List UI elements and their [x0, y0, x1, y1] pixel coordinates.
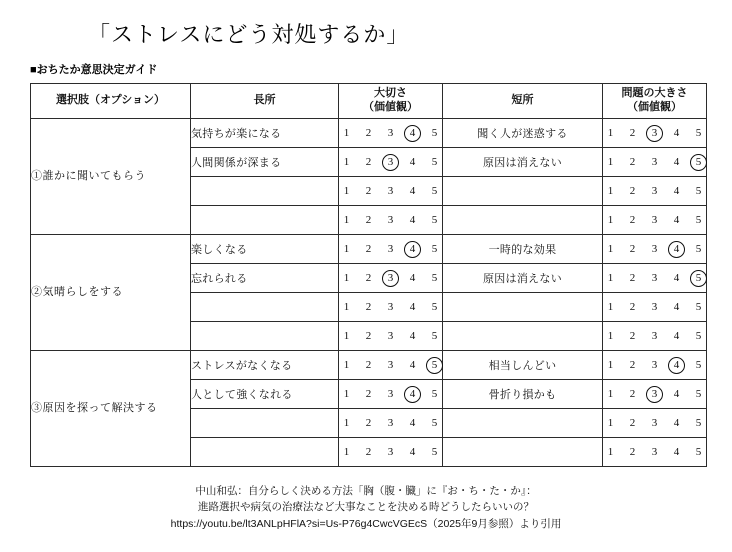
- scale-option-3[interactable]: 3: [651, 417, 658, 429]
- scale-option-4[interactable]: 4: [673, 185, 680, 197]
- scale-option-4[interactable]: 4: [673, 301, 680, 313]
- demerit-cell[interactable]: [443, 177, 603, 206]
- scale-option-3[interactable]: 3: [651, 301, 658, 313]
- demerit-value-scale[interactable]: [603, 409, 707, 438]
- scale-group: [339, 177, 442, 205]
- table-row: [31, 351, 707, 380]
- scale-option-3[interactable]: 3: [651, 214, 658, 226]
- merit-value-scale[interactable]: [339, 322, 443, 351]
- scale-option-1[interactable]: 1: [607, 330, 614, 342]
- header-merit: 長所: [191, 84, 339, 119]
- demerit-cell[interactable]: [443, 409, 603, 438]
- scale-option-4[interactable]: 4: [409, 417, 416, 429]
- demerit-value-scale[interactable]: [603, 148, 707, 177]
- scale-group: [339, 293, 442, 321]
- scale-option-4[interactable]: 4: [673, 417, 680, 429]
- scale-option-1[interactable]: 1: [343, 127, 350, 139]
- scale-option-5[interactable]: 5: [695, 185, 702, 197]
- scale-option-5[interactable]: 5: [431, 127, 438, 139]
- merit-cell[interactable]: [191, 322, 339, 351]
- table-header-row: [31, 84, 707, 119]
- merit-cell[interactable]: ストレスがなくなる: [191, 351, 339, 380]
- scale-option-3[interactable]: 3: [387, 185, 394, 197]
- scale-option-3[interactable]: 3: [387, 214, 394, 226]
- scale-group: [603, 177, 706, 205]
- merit-value-scale[interactable]: [339, 206, 443, 235]
- scale-option-2[interactable]: 2: [365, 446, 372, 458]
- scale-option-3[interactable]: 3: [387, 243, 394, 255]
- scale-option-2[interactable]: 2: [365, 272, 372, 284]
- scale-group: [603, 235, 706, 263]
- scale-option-3[interactable]: 3: [384, 153, 397, 171]
- scale-option-5[interactable]: 5: [695, 359, 702, 371]
- scale-option-1[interactable]: 1: [343, 214, 350, 226]
- scale-option-1[interactable]: 1: [607, 359, 614, 371]
- demerit-value-scale[interactable]: [603, 322, 707, 351]
- scale-option-5[interactable]: 5: [692, 153, 705, 171]
- scale-group: [603, 322, 706, 350]
- scale-option-4[interactable]: 4: [409, 185, 416, 197]
- scale-option-2[interactable]: 2: [629, 185, 636, 197]
- merit-value-scale[interactable]: [339, 380, 443, 409]
- demerit-cell[interactable]: 骨折り損かも: [443, 380, 603, 409]
- decision-guide-table: [30, 83, 707, 467]
- scale-group: [339, 351, 442, 379]
- scale-option-4[interactable]: 4: [673, 330, 680, 342]
- scale-option-1[interactable]: 1: [607, 156, 614, 168]
- merit-value-scale[interactable]: [339, 351, 443, 380]
- demerit-value-scale[interactable]: [603, 380, 707, 409]
- scale-option-3[interactable]: 3: [387, 417, 394, 429]
- scale-option-5[interactable]: 5: [431, 243, 438, 255]
- merit-cell[interactable]: 忘れられる: [191, 264, 339, 293]
- scale-group: [339, 119, 442, 147]
- scale-option-4[interactable]: 4: [406, 385, 419, 403]
- scale-option-4[interactable]: 4: [409, 359, 416, 371]
- scale-group: [339, 235, 442, 263]
- scale-group: [603, 351, 706, 379]
- scale-option-1[interactable]: 1: [607, 301, 614, 313]
- scale-option-1[interactable]: 1: [343, 272, 350, 284]
- scale-option-1[interactable]: 1: [343, 359, 350, 371]
- demerit-cell[interactable]: 原因は消えない: [443, 148, 603, 177]
- option-cell-1: ①誰かに聞いてもらう: [31, 119, 191, 235]
- demerit-cell[interactable]: [443, 293, 603, 322]
- header-demerit-value-line2: （価値観）: [627, 101, 682, 113]
- scale-option-1[interactable]: 1: [607, 446, 614, 458]
- footer-line-3: https://youtu.be/lt3ANLpHFlA?si=Us-P76g4CwcVGEcS（2025年9月参照）より引用: [170, 517, 562, 530]
- table-header: [31, 84, 707, 119]
- merit-cell[interactable]: 気持ちが楽になる: [191, 119, 339, 148]
- scale-option-3[interactable]: 3: [651, 446, 658, 458]
- header-demerit-value-line1: 問題の大きさ: [621, 87, 688, 100]
- scale-option-3[interactable]: 3: [387, 330, 394, 342]
- header-demerit: 短所: [443, 84, 603, 119]
- scale-option-3[interactable]: 3: [648, 385, 661, 403]
- demerit-cell[interactable]: [443, 438, 603, 467]
- scale-option-5[interactable]: 5: [431, 301, 438, 313]
- merit-cell[interactable]: 人として強くなれる: [191, 380, 339, 409]
- footer-line-1: 中山和弘：自分らしく決める方法「胸（腹・臓」に『お・ち・た・か』：: [195, 485, 537, 497]
- scale-option-3[interactable]: 3: [648, 124, 661, 142]
- header-option: 選択肢（オプション）: [31, 84, 191, 119]
- scale-option-2[interactable]: 2: [629, 446, 636, 458]
- scale-option-4[interactable]: 4: [409, 272, 416, 284]
- scale-option-3[interactable]: 3: [387, 301, 394, 313]
- scale-option-4[interactable]: 4: [409, 214, 416, 226]
- scale-option-5[interactable]: 5: [428, 356, 441, 374]
- scale-group: [339, 438, 442, 466]
- scale-option-2[interactable]: 2: [629, 243, 636, 255]
- merit-value-scale[interactable]: [339, 293, 443, 322]
- scale-option-5[interactable]: 5: [431, 417, 438, 429]
- scale-option-5[interactable]: 5: [431, 185, 438, 197]
- demerit-cell[interactable]: [443, 322, 603, 351]
- scale-option-4[interactable]: 4: [409, 156, 416, 168]
- demerit-value-scale[interactable]: [603, 293, 707, 322]
- demerit-value-scale[interactable]: [603, 206, 707, 235]
- scale-group: [603, 409, 706, 437]
- table-row: [31, 235, 707, 264]
- option-cell-3: ③原因を探って解決する: [31, 351, 191, 467]
- scale-option-4[interactable]: 4: [406, 124, 419, 142]
- merit-value-scale[interactable]: [339, 148, 443, 177]
- merit-cell[interactable]: [191, 177, 339, 206]
- scale-option-2[interactable]: 2: [629, 127, 636, 139]
- scale-group: [603, 293, 706, 321]
- scale-option-1[interactable]: 1: [607, 417, 614, 429]
- scale-option-4[interactable]: 4: [673, 272, 680, 284]
- scale-option-2[interactable]: 2: [365, 417, 372, 429]
- demerit-value-scale[interactable]: [603, 119, 707, 148]
- scale-option-2[interactable]: 2: [365, 127, 372, 139]
- demerit-value-scale[interactable]: [603, 351, 707, 380]
- scale-option-5[interactable]: 5: [431, 446, 438, 458]
- merit-cell[interactable]: [191, 409, 339, 438]
- scale-option-2[interactable]: 2: [629, 417, 636, 429]
- footer-citation: [0, 483, 732, 532]
- merit-value-scale[interactable]: [339, 177, 443, 206]
- scale-option-5[interactable]: 5: [695, 388, 702, 400]
- scale-group: [603, 148, 706, 176]
- scale-option-3[interactable]: 3: [387, 388, 394, 400]
- scale-option-3[interactable]: 3: [387, 127, 394, 139]
- scale-option-1[interactable]: 1: [607, 185, 614, 197]
- scale-option-3[interactable]: 3: [651, 185, 658, 197]
- scale-option-4[interactable]: 4: [673, 388, 680, 400]
- scale-option-2[interactable]: 2: [629, 214, 636, 226]
- scale-group: [339, 206, 442, 234]
- demerit-value-scale[interactable]: [603, 438, 707, 467]
- scale-option-1[interactable]: 1: [343, 156, 350, 168]
- scale-option-4[interactable]: 4: [406, 240, 419, 258]
- scale-option-2[interactable]: 2: [365, 388, 372, 400]
- scale-option-1[interactable]: 1: [343, 185, 350, 197]
- demerit-value-scale[interactable]: [603, 235, 707, 264]
- scale-option-2[interactable]: 2: [365, 214, 372, 226]
- demerit-value-scale[interactable]: [603, 264, 707, 293]
- scale-option-3[interactable]: 3: [387, 446, 394, 458]
- scale-option-3[interactable]: 3: [651, 330, 658, 342]
- scale-option-2[interactable]: 2: [629, 359, 636, 371]
- header-merit-value-line1: 大切さ: [374, 87, 407, 100]
- scale-option-5[interactable]: 5: [695, 330, 702, 342]
- scale-group: [603, 206, 706, 234]
- scale-option-5[interactable]: 5: [431, 388, 438, 400]
- scale-option-5[interactable]: 5: [692, 269, 705, 287]
- scale-option-1[interactable]: 1: [607, 214, 614, 226]
- scale-option-1[interactable]: 1: [607, 243, 614, 255]
- scale-option-5[interactable]: 5: [695, 214, 702, 226]
- scale-option-4[interactable]: 4: [670, 356, 683, 374]
- demerit-cell[interactable]: 原因は消えない: [443, 264, 603, 293]
- scale-option-5[interactable]: 5: [431, 156, 438, 168]
- scale-option-2[interactable]: 2: [365, 359, 372, 371]
- scale-group: [339, 148, 442, 176]
- merit-cell[interactable]: 楽しくなる: [191, 235, 339, 264]
- header-merit-value: [339, 84, 443, 119]
- table-body: [31, 119, 707, 467]
- merit-value-scale[interactable]: [339, 119, 443, 148]
- scale-option-2[interactable]: 2: [365, 185, 372, 197]
- scale-option-5[interactable]: 5: [695, 301, 702, 313]
- scale-option-4[interactable]: 4: [673, 127, 680, 139]
- scale-option-2[interactable]: 2: [629, 272, 636, 284]
- demerit-cell[interactable]: 一時的な効果: [443, 235, 603, 264]
- table-row: [31, 119, 707, 148]
- scale-group: [603, 380, 706, 408]
- scale-group: [339, 409, 442, 437]
- scale-option-3[interactable]: 3: [651, 156, 658, 168]
- merit-value-scale[interactable]: [339, 235, 443, 264]
- scale-option-1[interactable]: 1: [607, 127, 614, 139]
- scale-option-4[interactable]: 4: [673, 214, 680, 226]
- scale-option-5[interactable]: 5: [695, 446, 702, 458]
- scale-option-1[interactable]: 1: [607, 272, 614, 284]
- section-subtitle: ■おちたか意思決定ガイド: [30, 64, 158, 76]
- scale-option-2[interactable]: 2: [629, 388, 636, 400]
- scale-option-2[interactable]: 2: [629, 301, 636, 313]
- scale-option-3[interactable]: 3: [384, 269, 397, 287]
- scale-option-4[interactable]: 4: [670, 240, 683, 258]
- demerit-cell[interactable]: 相当しんどい: [443, 351, 603, 380]
- demerit-cell[interactable]: 聞く人が迷惑する: [443, 119, 603, 148]
- scale-group: [339, 322, 442, 350]
- scale-option-2[interactable]: 2: [365, 243, 372, 255]
- scale-group: [339, 264, 442, 292]
- demerit-value-scale[interactable]: [603, 177, 707, 206]
- option-cell-2: ②気晴らしをする: [31, 235, 191, 351]
- merit-value-scale[interactable]: [339, 409, 443, 438]
- merit-cell[interactable]: 人間関係が深まる: [191, 148, 339, 177]
- scale-group: [603, 438, 706, 466]
- scale-group: [339, 380, 442, 408]
- scale-option-3[interactable]: 3: [651, 359, 658, 371]
- footer-line-2: 進路選択や病気の治療法など大事なことを決める時どうしたらいいの？: [198, 501, 534, 514]
- demerit-cell[interactable]: [443, 206, 603, 235]
- header-demerit-value: [603, 84, 707, 119]
- scale-option-5[interactable]: 5: [431, 272, 438, 284]
- merit-value-scale[interactable]: [339, 264, 443, 293]
- decision-guide-table-wrap: [30, 83, 706, 467]
- scale-option-4[interactable]: 4: [409, 301, 416, 313]
- merit-value-scale[interactable]: [339, 438, 443, 467]
- scale-option-4[interactable]: 4: [673, 156, 680, 168]
- scale-group: [603, 119, 706, 147]
- scale-option-3[interactable]: 3: [651, 272, 658, 284]
- scale-option-1[interactable]: 1: [343, 301, 350, 313]
- merit-cell[interactable]: [191, 438, 339, 467]
- scale-option-3[interactable]: 3: [651, 243, 658, 255]
- scale-option-2[interactable]: 2: [629, 330, 636, 342]
- scale-option-1[interactable]: 1: [343, 330, 350, 342]
- scale-option-4[interactable]: 4: [673, 446, 680, 458]
- page-title: 「ストレスにどう対処するか」: [88, 22, 410, 47]
- scale-group: [603, 264, 706, 292]
- merit-cell[interactable]: [191, 206, 339, 235]
- scale-option-1[interactable]: 1: [343, 388, 350, 400]
- scale-option-1[interactable]: 1: [343, 417, 350, 429]
- scale-option-1[interactable]: 1: [343, 446, 350, 458]
- scale-option-4[interactable]: 4: [409, 446, 416, 458]
- header-merit-value-line2: （価値観）: [363, 101, 418, 113]
- scale-option-5[interactable]: 5: [695, 417, 702, 429]
- scale-option-1[interactable]: 1: [607, 388, 614, 400]
- scale-option-3[interactable]: 3: [387, 359, 394, 371]
- scale-option-5[interactable]: 5: [431, 330, 438, 342]
- scale-option-2[interactable]: 2: [365, 301, 372, 313]
- scale-option-1[interactable]: 1: [343, 243, 350, 255]
- scale-option-2[interactable]: 2: [365, 156, 372, 168]
- scale-option-2[interactable]: 2: [629, 156, 636, 168]
- scale-option-5[interactable]: 5: [431, 214, 438, 226]
- scale-option-5[interactable]: 5: [695, 127, 702, 139]
- merit-cell[interactable]: [191, 293, 339, 322]
- scale-option-4[interactable]: 4: [409, 330, 416, 342]
- scale-option-2[interactable]: 2: [365, 330, 372, 342]
- scale-option-5[interactable]: 5: [695, 243, 702, 255]
